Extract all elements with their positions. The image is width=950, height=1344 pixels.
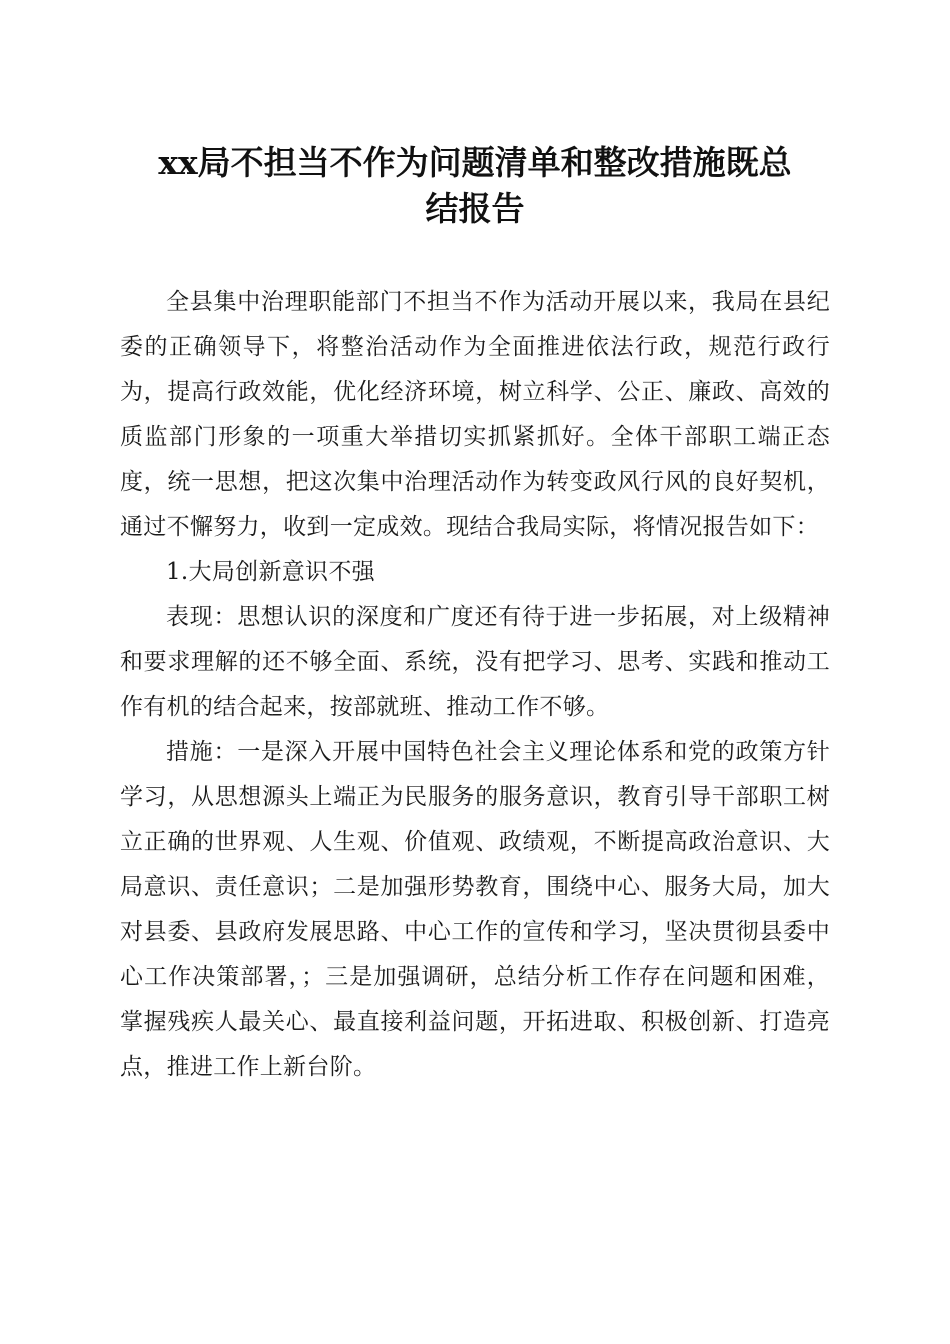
section-heading: 1.大局创新意识不强 [166,559,375,585]
measures-paragraph: 措施：一是深入开展中国特色社会主义理论体系和党的政策方针学习，从思想源头上端正为民服务的服务意识，教育引导干部职工树立正确的世界观、人生观、价值观、政绩观，不断提高政治意识、大局意识、责任意识；二是加强形势教育，围绕中心、服务大局，加大对县委、县政府发展思路、中心工作的宣传和学习，坚决贯彻县委中心工作决策部署，；三是加强调研，总结分析工作存在问题和困难，掌握残疾人最关心、最直接利益问题，开拓进取、积极创新、打造亮点，推进工作上新台阶。 [120,739,830,1080]
document-body [120,280,830,1090]
manifestation-paragraph: 表现：思想认识的深度和广度还有待于进一步拓展，对上级精神和要求理解的还不够全面、系统，没有把学习、思考、实践和推动工作有机的结合起来，按部就班、推动工作不够。 [120,604,830,720]
intro-paragraph: 全县集中治理职能部门不担当不作为活动开展以来，我局在县纪委的正确领导下，将整治活动作为全面推进依法行政，规范行政行为，提高行政效能，优化经济环境，树立科学、公正、廉政、高效的质监部门形象的一项重大举措切实抓紧抓好。全体干部职工端正态度，统一思想，把这次集中治理活动作为转变政风行风的良好契机，通过不懈努力，收到一定成效。现结合我局实际，将情况报告如下： [120,289,830,540]
document-title [100,140,850,232]
title-line-2: 结报告 [425,189,525,228]
title-line-1: xx局不担当不作为问题清单和整改措施既总 [158,143,792,182]
